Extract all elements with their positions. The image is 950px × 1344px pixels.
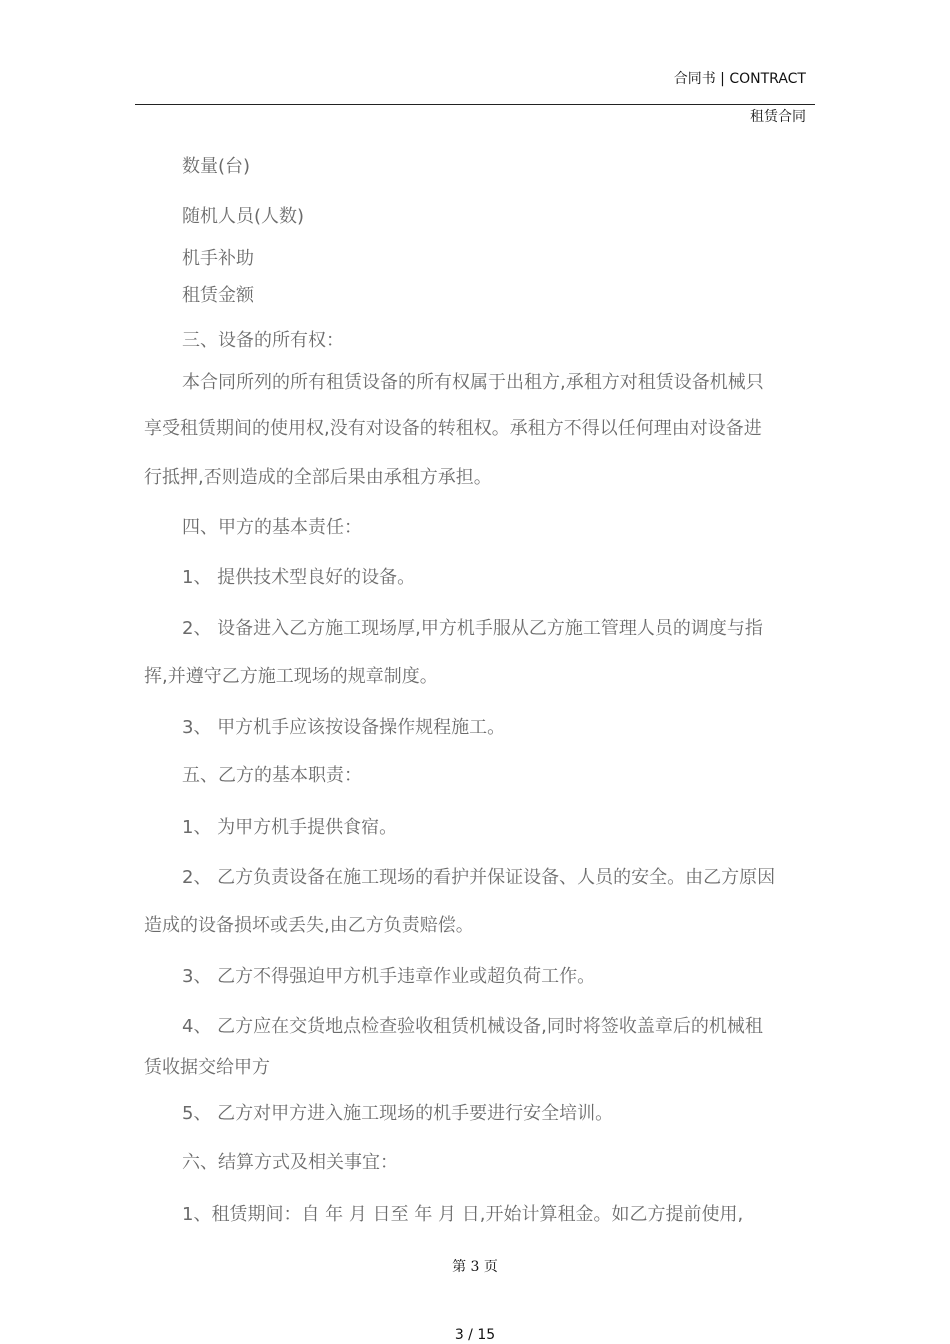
list-item: 1、租赁期间：自 年 月 日至 年 月 日,开始计算租金。如乙方提前使用, bbox=[182, 1204, 744, 1225]
header-subtitle: 租赁合同 bbox=[750, 109, 806, 125]
list-item: 2、 设备进入乙方施工现场厚,甲方机手服从乙方施工管理人员的调度与指 bbox=[182, 618, 763, 639]
page-count: 3 / 15 bbox=[454, 1327, 496, 1343]
list-item: 5、 乙方对甲方进入施工现场的机手要进行安全培训。 bbox=[182, 1103, 614, 1124]
section-heading: 六、结算方式及相关事宜： bbox=[182, 1152, 398, 1173]
section-heading: 三、设备的所有权： bbox=[182, 330, 344, 351]
list-item: 3、 乙方不得强迫甲方机手违章作业或超负荷工作。 bbox=[182, 966, 596, 987]
body-line: 造成的设备损坏或丢失,由乙方负责赔偿。 bbox=[144, 915, 474, 936]
list-item: 3、 甲方机手应该按设备操作规程施工。 bbox=[182, 717, 506, 738]
header-brand: 合同书 | CONTRACT bbox=[673, 71, 806, 87]
body-line: 挥,并遵守乙方施工现场的规章制度。 bbox=[144, 666, 438, 687]
section-heading: 五、乙方的基本职责： bbox=[182, 765, 362, 786]
body-line: 享受租赁期间的使用权,没有对设备的转租权。承租方不得以任何理由对设备进 bbox=[144, 418, 762, 439]
list-item: 4、 乙方应在交货地点检查验收租赁机械设备,同时将签收盖章后的机械租 bbox=[182, 1016, 763, 1037]
body-line: 随机人员(人数) bbox=[182, 206, 305, 227]
list-item: 1、 提供技术型良好的设备。 bbox=[182, 567, 416, 588]
body-line: 数量(台) bbox=[182, 156, 251, 177]
list-item: 2、 乙方负责设备在施工现场的看护并保证设备、人员的安全。由乙方原因 bbox=[182, 867, 776, 888]
body-line: 租赁金额 bbox=[182, 285, 254, 306]
list-item: 1、 为甲方机手提供食宿。 bbox=[182, 817, 398, 838]
body-line: 行抵押,否则造成的全部后果由承租方承担。 bbox=[144, 467, 492, 488]
header-divider bbox=[135, 104, 815, 105]
body-line: 本合同所列的所有租赁设备的所有权属于出租方,承租方对租赁设备机械只 bbox=[182, 372, 764, 393]
body-line: 赁收据交给甲方 bbox=[144, 1057, 270, 1078]
body-line: 机手补助 bbox=[182, 248, 254, 269]
page-number: 第 3 页 bbox=[452, 1259, 498, 1275]
section-heading: 四、甲方的基本责任： bbox=[182, 517, 362, 538]
